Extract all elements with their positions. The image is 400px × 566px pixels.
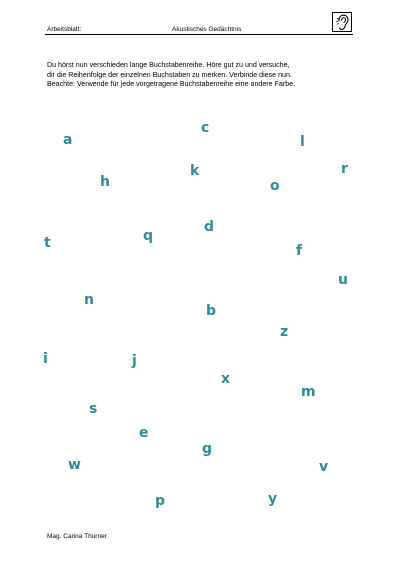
instructions-line-1: Du hörst nun verschieden lange Buchstabenreihe. Höre gut zu und versuche, bbox=[47, 61, 290, 69]
letter-z: z bbox=[280, 324, 289, 340]
letter-b: b bbox=[206, 303, 217, 319]
letter-a: a bbox=[63, 132, 73, 148]
letter-f: f bbox=[296, 243, 303, 259]
letter-x: x bbox=[221, 371, 231, 387]
header-divider bbox=[45, 34, 353, 35]
letter-k: k bbox=[190, 163, 200, 179]
letter-i: i bbox=[43, 351, 48, 367]
letter-g: g bbox=[202, 441, 213, 457]
letter-j: j bbox=[132, 353, 137, 369]
letter-o: o bbox=[270, 178, 280, 194]
letter-u: u bbox=[338, 272, 348, 288]
letter-p: p bbox=[155, 493, 166, 509]
instructions-line-3: Beachte: Verwende für jede vorgetragene Buchstabenreihe eine andere Farbe. bbox=[47, 80, 296, 88]
ear-icon-frame bbox=[332, 12, 352, 32]
letter-v: v bbox=[319, 459, 329, 475]
ear-icon bbox=[335, 14, 350, 31]
letter-q: q bbox=[143, 228, 154, 244]
letter-c: c bbox=[201, 120, 210, 136]
letter-e: e bbox=[139, 425, 149, 441]
instructions bbox=[47, 61, 357, 90]
letter-m: m bbox=[301, 384, 316, 400]
footer-author: Mag. Carina Thurner bbox=[47, 533, 107, 540]
worksheet-topic: Akustisches Gedächtnis bbox=[172, 26, 242, 33]
letter-l: l bbox=[300, 134, 305, 150]
letter-t: t bbox=[44, 235, 51, 251]
instructions-line-2: dir die Reihenfolge der einzelnen Buchstaben zu merken. Verbinde diese nun. bbox=[47, 70, 292, 79]
letter-y: y bbox=[268, 491, 278, 507]
worksheet-label: Arbeitsblatt: bbox=[47, 26, 82, 33]
letter-w: w bbox=[68, 457, 81, 473]
letter-d: d bbox=[204, 219, 215, 235]
letter-h: h bbox=[100, 174, 110, 190]
letter-n: n bbox=[84, 292, 94, 308]
letter-s: s bbox=[89, 401, 98, 417]
letter-r: r bbox=[341, 161, 348, 177]
